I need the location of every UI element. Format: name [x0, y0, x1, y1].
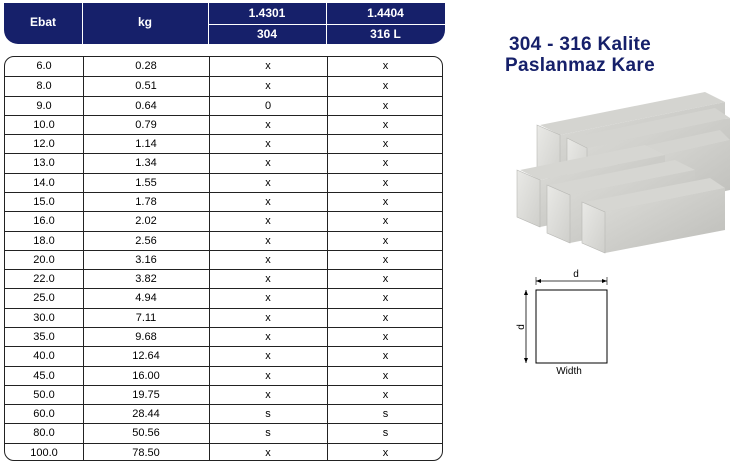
cell-grade-1: x: [265, 446, 271, 459]
cell-grade-1: x: [265, 196, 271, 208]
table-row: [5, 134, 443, 154]
cell-ebat: 80.0: [33, 427, 55, 440]
table-row: [5, 173, 443, 193]
cell-grade-2: x: [382, 80, 389, 93]
cell-kg: 2.02: [135, 215, 157, 228]
cell-grade-1: x: [265, 311, 271, 324]
cell-kg: 12.64: [132, 350, 160, 363]
diagram-d-side: d: [516, 324, 527, 330]
table-row: [5, 288, 443, 308]
cell-kg: 16.00: [132, 369, 160, 382]
table-row: [5, 385, 443, 405]
cell-kg: 0.28: [135, 60, 157, 72]
cell-kg: 50.56: [132, 427, 160, 440]
cell-grade-1: x: [265, 234, 271, 247]
arrow-right-icon: [602, 279, 607, 283]
table-row: [5, 231, 443, 251]
data-table: [4, 56, 443, 461]
cell-kg: 19.75: [132, 388, 160, 401]
cell-kg: 4.94: [135, 292, 157, 305]
cell-ebat: 6.0: [36, 60, 52, 72]
cell-ebat: 8.0: [36, 80, 52, 93]
table-row: [5, 423, 443, 443]
table-row: [5, 115, 443, 135]
cell-grade-2: x: [382, 273, 389, 286]
cell-grade-1: x: [265, 369, 271, 382]
cell-kg: 1.55: [135, 176, 157, 189]
cell-kg: 3.82: [135, 273, 157, 286]
header-grade-2: 1.4404: [367, 6, 404, 20]
cell-ebat: 40.0: [33, 350, 55, 363]
square-bars-illustration: [515, 90, 730, 255]
table-row: [5, 366, 443, 386]
cell-ebat: 60.0: [33, 408, 55, 421]
cell-grade-1: x: [265, 350, 271, 363]
table-row: [5, 57, 443, 76]
cell-grade-1: x: [265, 80, 271, 93]
cell-grade-2: x: [382, 253, 389, 266]
cell-grade-2: s: [382, 408, 389, 421]
table-row: [5, 308, 443, 328]
cell-ebat: 20.0: [33, 253, 55, 266]
diagram-width-label: Width: [556, 366, 582, 377]
cell-kg: 3.16: [135, 253, 157, 266]
cell-ebat: 10.0: [33, 118, 55, 131]
cell-grade-2: s: [382, 427, 389, 440]
cell-grade-2: x: [382, 196, 389, 208]
product-title-line-2: Paslanmaz Kare: [505, 55, 655, 76]
cell-grade-1: x: [265, 176, 271, 189]
cell-grade-1: s: [265, 408, 271, 421]
cell-ebat: 100.0: [30, 446, 58, 459]
cell-ebat: 18.0: [33, 234, 55, 247]
cell-kg: 0.64: [135, 99, 157, 112]
cell-grade-1: x: [265, 388, 271, 401]
table-row: [5, 76, 443, 96]
cell-ebat: 12.0: [33, 138, 55, 151]
cell-ebat: 35.0: [33, 331, 55, 343]
cell-grade-2: x: [382, 176, 389, 189]
cell-grade-2: x: [382, 138, 389, 151]
cell-grade-2: x: [382, 60, 389, 72]
dimension-diagram: [512, 265, 622, 380]
cell-grade-1: x: [265, 60, 271, 72]
header-ebat: Ebat: [29, 15, 56, 29]
cell-grade-2: x: [382, 446, 389, 459]
cell-grade-2: x: [382, 234, 389, 247]
cell-grade-2: x: [382, 311, 389, 324]
cell-kg: 1.14: [135, 138, 157, 151]
cell-grade-1: x: [265, 157, 271, 170]
cell-grade-2: x: [382, 331, 389, 343]
cell-grade-2: x: [382, 99, 389, 112]
cell-ebat: 50.0: [33, 388, 55, 401]
table-row: [5, 250, 443, 270]
cell-grade-2: x: [382, 292, 389, 305]
table-row: [5, 211, 443, 231]
table-row: [5, 96, 443, 116]
diagram-d-top: d: [573, 269, 579, 280]
header-kg: kg: [137, 15, 152, 29]
header-grade-1: 1.4301: [248, 6, 286, 20]
table-row: [5, 404, 443, 424]
arrow-down-icon: [524, 358, 528, 363]
cell-grade-1: x: [265, 215, 271, 228]
cell-grade-2: x: [382, 215, 389, 228]
arrow-left-icon: [536, 279, 541, 283]
cell-kg: 7.11: [135, 311, 157, 324]
cell-kg: 2.56: [135, 234, 157, 247]
table-row: [5, 327, 443, 347]
cell-ebat: 16.0: [33, 215, 55, 228]
cell-ebat: 25.0: [33, 292, 55, 305]
header-divider: [208, 24, 445, 25]
square-section: [536, 290, 607, 363]
arrow-up-icon: [524, 290, 528, 295]
cell-ebat: 14.0: [33, 176, 55, 189]
cell-kg: 9.68: [135, 331, 157, 343]
cell-grade-1: x: [265, 292, 271, 305]
table-row: [5, 443, 443, 461]
header-sub-2: 316 L: [370, 27, 401, 41]
table-row: [5, 192, 443, 212]
cell-grade-1: x: [265, 253, 271, 266]
cell-grade-2: x: [382, 118, 389, 131]
cell-grade-2: x: [382, 350, 389, 363]
cell-ebat: 45.0: [33, 369, 55, 382]
cell-ebat: 9.0: [36, 99, 52, 112]
table-row: [5, 153, 443, 173]
cell-kg: 0.79: [135, 118, 157, 131]
cell-ebat: 13.0: [33, 157, 55, 170]
cell-kg: 1.34: [135, 157, 157, 170]
table-row: [5, 346, 443, 366]
cell-grade-1: x: [265, 273, 271, 286]
cell-grade-1: x: [265, 138, 271, 151]
cell-ebat: 15.0: [33, 196, 55, 208]
cell-grade-1: x: [265, 331, 271, 343]
cell-grade-2: x: [382, 369, 389, 382]
header-sub-1: 304: [256, 27, 278, 41]
cell-kg: 28.44: [132, 408, 160, 421]
product-title-line-1: 304 - 316 Kalite: [508, 34, 652, 55]
cell-grade-1: 0: [264, 99, 272, 112]
table-header: [4, 3, 445, 44]
cell-grade-2: x: [382, 388, 389, 401]
cell-grade-1: s: [265, 427, 271, 440]
cell-kg: 0.51: [135, 80, 157, 93]
cell-kg: 1.78: [135, 196, 157, 208]
cell-grade-1: x: [265, 118, 271, 131]
cell-ebat: 30.0: [33, 311, 55, 324]
cell-ebat: 22.0: [33, 273, 55, 286]
table-row: [5, 269, 443, 289]
header-divider: [82, 3, 83, 44]
cell-kg: 78.50: [132, 446, 160, 459]
cell-grade-2: x: [382, 157, 389, 170]
